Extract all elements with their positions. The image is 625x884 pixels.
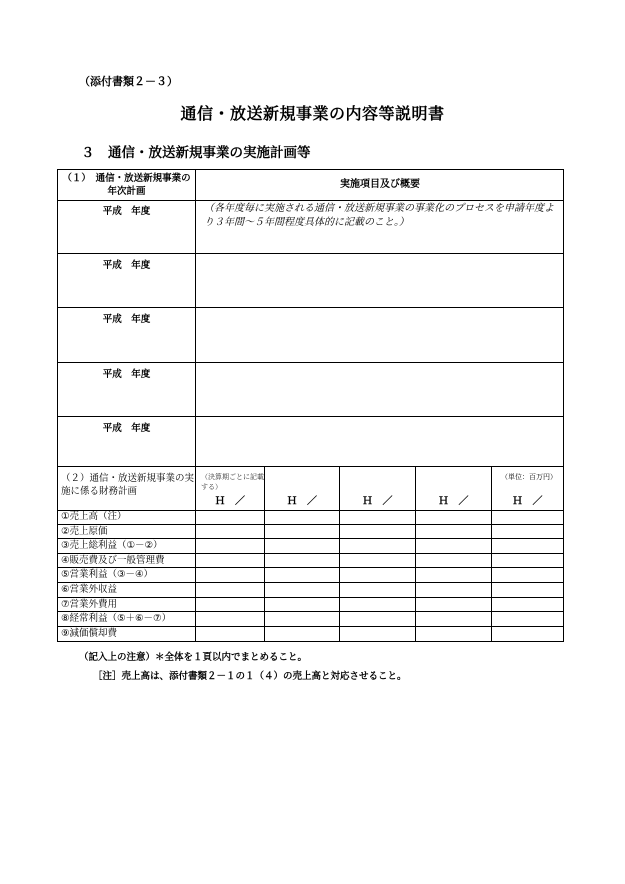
- financial-item-label: ⑨減価償却費: [58, 627, 196, 642]
- plan-row: [58, 363, 563, 417]
- financial-value-cell[interactable]: [416, 510, 492, 524]
- financial-value-cell[interactable]: [265, 627, 340, 642]
- entry-note: （記入上の注意）＊全体を１頁以内でまとめること。: [79, 652, 308, 663]
- financial-value-cell[interactable]: [416, 539, 492, 553]
- period-note: （決算期ごとに記載する）: [201, 473, 264, 491]
- plan-row: [58, 254, 563, 308]
- financial-value-cell[interactable]: [340, 510, 416, 524]
- page-title: 通信・放送新規事業の内容等説明書: [180, 104, 445, 123]
- financial-row: [58, 627, 563, 642]
- financial-value-cell[interactable]: [340, 627, 416, 642]
- financial-plan-header: [58, 467, 563, 511]
- financial-value-cell[interactable]: [492, 612, 563, 626]
- financial-value-cell[interactable]: [416, 598, 492, 612]
- financial-item-label: ②売上原価: [58, 525, 196, 539]
- financial-item-label: ⑦営業外費用: [58, 598, 196, 612]
- financial-value-cell[interactable]: [492, 539, 563, 553]
- period-label: Ｈ ／: [438, 496, 469, 507]
- financial-value-cell[interactable]: [265, 568, 340, 582]
- financial-value-cell[interactable]: [340, 539, 416, 553]
- plan-year-label: 平成 年度: [58, 308, 196, 362]
- financial-value-cell[interactable]: [196, 510, 265, 524]
- financial-value-cell[interactable]: [196, 568, 265, 582]
- financial-value-cell[interactable]: [416, 583, 492, 597]
- financial-value-cell[interactable]: [196, 539, 265, 553]
- period-column-header: [340, 467, 416, 510]
- financial-row: [58, 568, 563, 583]
- financial-row: [58, 612, 563, 627]
- plan-row: [58, 308, 563, 363]
- financial-value-cell[interactable]: [196, 612, 265, 626]
- annual-plan-header-label: （１） 通信・放送新規事業の年次計画: [58, 170, 196, 200]
- financial-value-cell[interactable]: [265, 583, 340, 597]
- financial-item-label: ⑥営業外収益: [58, 583, 196, 597]
- unit-note: （単位：百万円）: [501, 473, 557, 481]
- plan-content: （各年度毎に実施される通信・放送新規事業の事業化のプロセスを申請年度より３年間～５年間程度具体的に記載のこと。）: [204, 203, 554, 228]
- financial-value-cell[interactable]: [265, 598, 340, 612]
- financial-value-cell[interactable]: [492, 627, 563, 642]
- financial-item-label: ④販売費及び一般管理費: [58, 554, 196, 568]
- period-label: Ｈ ／: [512, 496, 543, 507]
- period-label: Ｈ ／: [362, 496, 393, 507]
- financial-value-cell[interactable]: [340, 568, 416, 582]
- annual-plan-header: [58, 170, 563, 201]
- financial-value-cell[interactable]: [492, 554, 563, 568]
- financial-value-cell[interactable]: [416, 525, 492, 539]
- period-column-header: [416, 467, 492, 510]
- period-column-header: [265, 467, 340, 510]
- financial-plan-header-label: （２）通信・放送新規事業の実施に係る財務計画: [58, 467, 196, 510]
- financial-value-cell[interactable]: [416, 554, 492, 568]
- financial-value-cell[interactable]: [196, 554, 265, 568]
- period-column-header: [492, 467, 563, 510]
- financial-value-cell[interactable]: [196, 525, 265, 539]
- financial-value-cell[interactable]: [340, 554, 416, 568]
- financial-value-cell[interactable]: [416, 612, 492, 626]
- financial-value-cell[interactable]: [416, 627, 492, 642]
- financial-value-cell[interactable]: [492, 525, 563, 539]
- plan-row: [58, 417, 563, 467]
- document-number: （添付書類２－３）: [79, 75, 178, 88]
- financial-value-cell[interactable]: [265, 539, 340, 553]
- financial-value-cell[interactable]: [492, 598, 563, 612]
- financial-item-label: ⑤営業利益（③－④）: [58, 568, 196, 582]
- section-title: ３ 通信・放送新規事業の実施計画等: [81, 145, 311, 161]
- financial-value-cell[interactable]: [340, 612, 416, 626]
- plan-year-label: 平成 年度: [58, 254, 196, 307]
- financial-row: [58, 598, 563, 613]
- plan-row: [58, 200, 563, 254]
- sales-note: ［注］売上高は、添付書類２－１の１（４）の売上高と対応させること。: [93, 671, 407, 682]
- annual-plan-table: [57, 169, 564, 467]
- financial-value-cell[interactable]: [265, 612, 340, 626]
- financial-item-label: ③売上総利益（①－②）: [58, 539, 196, 553]
- financial-row: [58, 525, 563, 540]
- financial-value-cell[interactable]: [492, 568, 563, 582]
- financial-value-cell[interactable]: [340, 598, 416, 612]
- plan-year-label: 平成 年度: [58, 417, 196, 467]
- plan-year-label: 平成 年度: [58, 363, 196, 416]
- financial-value-cell[interactable]: [340, 583, 416, 597]
- period-column-header: [196, 467, 265, 510]
- financial-value-cell[interactable]: [196, 598, 265, 612]
- period-label: Ｈ ／: [215, 496, 245, 507]
- financial-value-cell[interactable]: [265, 525, 340, 539]
- financial-row: [58, 539, 563, 554]
- period-label: Ｈ ／: [287, 496, 317, 507]
- financial-plan-table: [57, 467, 564, 642]
- financial-row: [58, 510, 563, 525]
- financial-row: [58, 554, 563, 569]
- financial-value-cell[interactable]: [265, 510, 340, 524]
- financial-item-label: ⑧経常利益（⑤＋⑥－⑦）: [58, 612, 196, 626]
- financial-value-cell[interactable]: [196, 583, 265, 597]
- financial-value-cell[interactable]: [416, 568, 492, 582]
- financial-value-cell[interactable]: [340, 525, 416, 539]
- financial-value-cell[interactable]: [265, 554, 340, 568]
- financial-value-cell[interactable]: [492, 510, 563, 524]
- implementation-items-header: 実施項目及び概要: [340, 179, 420, 190]
- financial-row: [58, 583, 563, 598]
- financial-value-cell[interactable]: [196, 627, 265, 642]
- financial-value-cell[interactable]: [492, 583, 563, 597]
- plan-year-label: 平成 年度: [58, 200, 196, 253]
- financial-item-label: ①売上高（注）: [58, 510, 196, 524]
